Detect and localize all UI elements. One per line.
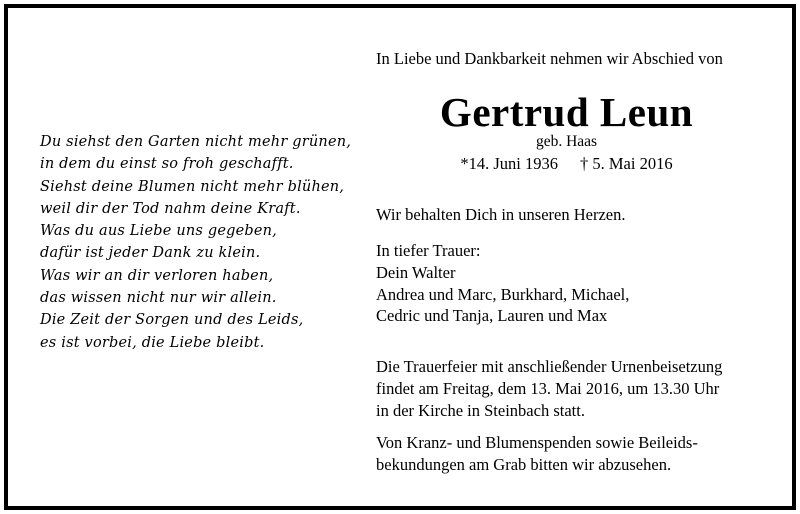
poem-line: dafür ist jeder Dank zu klein. (40, 245, 261, 262)
poem-line: Du siehst den Garten nicht mehr grünen, (40, 134, 352, 150)
poem-line: das wissen nicht nur wir allein. (40, 290, 277, 307)
mourners-line: Dein Walter (376, 262, 456, 282)
donations-line: bekundungen am Grab bitten wir abzusehen. (376, 454, 672, 474)
poem-line: es ist vorbei, die Liebe bleibt. (40, 334, 265, 351)
birth-date: *14. Juni 1936 (460, 154, 559, 173)
service-info (376, 356, 722, 421)
poem-line: Was du aus Liebe uns gegeben, (40, 223, 277, 240)
maiden-name: geb. Haas (535, 133, 598, 150)
service-line: Die Trauerfeier mit anschließender Urnenbeisetzung (376, 357, 723, 376)
mourners-line: Cedric und Tanja, Lauren und Max (376, 306, 608, 326)
donations-line: Von Kranz- und Blumenspenden sowie Beileids- (376, 433, 698, 452)
remember-text (376, 204, 625, 226)
poem-line: weil dir der Tod nahm deine Kraft. (40, 200, 301, 217)
death-date: † 5. Mai 2016 (580, 154, 673, 173)
mourners-line: Andrea und Marc, Burkhard, Michael, (376, 284, 630, 304)
poem-line: Was wir an dir verloren haben, (40, 267, 274, 284)
intro-text: In Liebe und Dankbarkeit nehmen wir Abschied von (376, 49, 723, 68)
deceased-name: Gertrud Leun (439, 89, 694, 135)
service-line: findet am Freitag, dem 13. Mai 2016, um 13.30 Uhr (376, 378, 720, 398)
poem-line: Die Zeit der Sorgen und des Leids, (40, 312, 304, 329)
poem-line: in dem du einst so froh geschafft. (40, 156, 294, 173)
remember-line: Wir behalten Dich in unseren Herzen. (376, 205, 626, 224)
poem-line: Siehst deine Blumen nicht mehr blühen, (40, 178, 345, 195)
service-line: in der Kirche in Steinbach statt. (376, 400, 585, 420)
mourners-line: In tiefer Trauer: (376, 241, 481, 260)
donations-note (376, 432, 698, 476)
life-dates (0, 154, 800, 174)
mourners (376, 240, 629, 327)
